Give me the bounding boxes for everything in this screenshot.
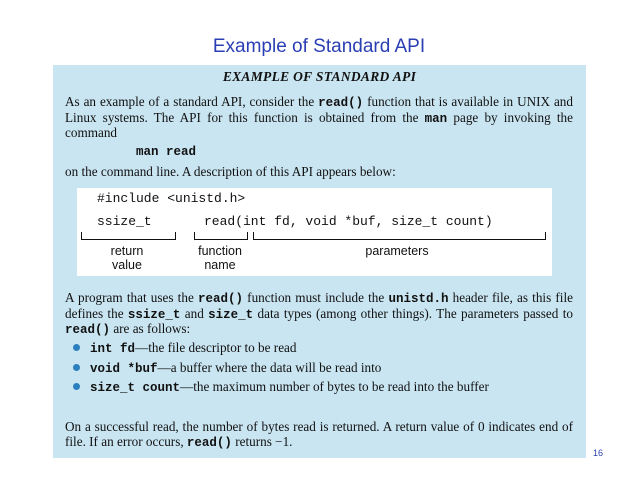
return-bracket (81, 232, 176, 240)
para-code: unistd.h (388, 292, 449, 306)
command-line-text: on the command line. A description of this API appears below: (65, 164, 396, 179)
function-name-label (180, 245, 260, 272)
intro-code-read: read() (318, 96, 364, 110)
para-code: read() (197, 292, 243, 306)
intro-code-man: man (424, 111, 448, 126)
para-text: and (180, 305, 209, 321)
intro-paragraph (65, 95, 573, 141)
parameters-label: parameters (365, 244, 429, 258)
api-signature-figure (77, 188, 552, 276)
list-item (65, 361, 573, 377)
para-text: function must include the (243, 290, 389, 305)
function-signature: read(int fd, void *buf, size_t count) (204, 214, 493, 229)
para-code: read() (186, 435, 232, 450)
para-text: returns −1. (231, 433, 293, 449)
param-code: void *buf (90, 361, 158, 376)
include-line: #include <unistd.h> (97, 191, 246, 206)
param-code: size_t count (90, 381, 181, 395)
api-example-box (53, 65, 586, 458)
return-type: ssize_t (97, 214, 152, 229)
closing-paragraph (65, 420, 573, 450)
para-text: are as follows: (110, 321, 191, 336)
param-desc: —the file descriptor to be read (135, 340, 297, 355)
para-code: ssize_t (127, 307, 181, 322)
man-command: man read (136, 145, 197, 159)
list-item (65, 341, 573, 357)
para-text: A program that uses the (65, 290, 198, 305)
label-line: name (204, 257, 236, 272)
function-bracket (194, 232, 248, 240)
label-line: function (198, 244, 242, 258)
box-title: EXAMPLE OF STANDARD API (222, 69, 417, 84)
parameters-bracket (253, 232, 546, 240)
bullet-icon (73, 344, 80, 351)
bullet-icon (73, 364, 80, 371)
list-item (65, 380, 573, 396)
para-code: read() (65, 323, 111, 337)
param-code: int fd (90, 342, 136, 356)
param-desc: —the maximum number of bytes to be read into the buffer (180, 379, 489, 394)
intro-text: As an example of a standard API, consider the (65, 94, 319, 109)
program-paragraph (65, 291, 573, 338)
bullet-icon (73, 383, 80, 390)
para-text: data types (among other things). The parameters passed to (253, 305, 573, 321)
para-text: header file, as this file defines the (65, 290, 573, 321)
para-text: On a successful read, the number of bytes read is returned. A return value of 0 indicates end of file. If an error occurs, (65, 419, 573, 449)
param-desc: —a buffer where the data will be read into (157, 359, 382, 375)
return-value-label (97, 245, 157, 272)
intro-text: page by invoking the command (65, 109, 573, 140)
intro-text: function that is available in UNIX and Linux systems. The API for this function is obtained from the (65, 94, 573, 125)
parameter-list (65, 341, 573, 400)
label-line: value (112, 257, 142, 272)
para-code: size_t (208, 307, 254, 322)
slide-title: Example of Standard API (212, 36, 426, 57)
page-number: 16 (593, 448, 604, 458)
label-line: return (110, 244, 144, 258)
